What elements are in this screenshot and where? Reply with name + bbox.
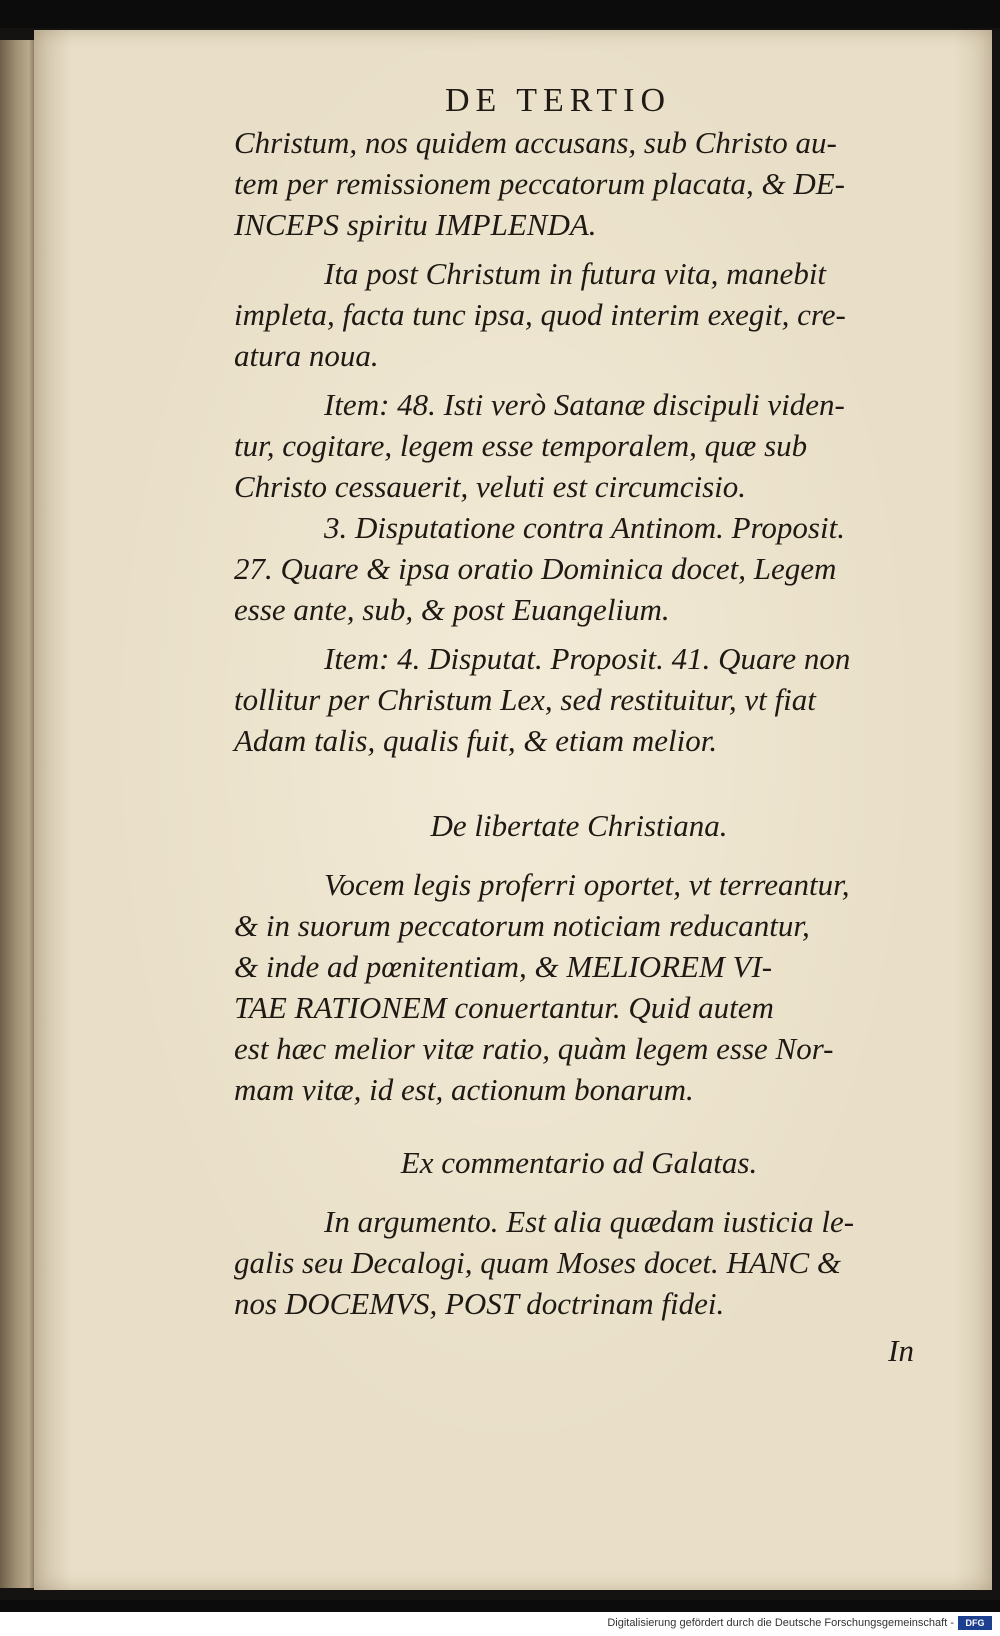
text-line: Christum, nos quidem accusans, sub Christo au- xyxy=(234,125,837,160)
text-line: esse ante, sub, & post Euangelium. xyxy=(234,592,670,627)
running-head: DE TERTIO xyxy=(444,82,672,119)
text-line: tollitur per Christum Lex, sed restituitur, vt fiat xyxy=(234,682,816,717)
text-line: est hæc melior vitæ ratio, quàm legem esse Nor- xyxy=(234,1031,834,1066)
section-heading: De libertate Christiana. xyxy=(430,808,728,843)
text-line: Item: 4. Disputat. Proposit. 41. Quare non xyxy=(324,641,851,676)
page-text xyxy=(234,122,924,1371)
text-line: TAE RATIONEM conuertantur. Quid autem xyxy=(234,990,774,1025)
book-edge xyxy=(0,40,36,1588)
text-line: & inde ad pœnitentiam, & MELIOREM VI- xyxy=(234,949,773,984)
text-line: mam vitæ, id est, actionum bonarum. xyxy=(234,1072,694,1107)
text-line: tem per remissionem peccatorum placata, & DE- xyxy=(234,166,845,201)
text-line: 27. Quare & ipsa oratio Dominica docet, Legem xyxy=(234,551,837,586)
section-heading: Ex commentario ad Galatas. xyxy=(400,1145,758,1180)
dfg-logo-icon: DFG xyxy=(958,1616,992,1630)
text-line: Ita post Christum in futura vita, manebit xyxy=(324,256,827,291)
text-line: nos DOCEMVS, POST doctrinam fidei. xyxy=(234,1286,725,1321)
text-line: Item: 48. Isti verò Satanæ discipuli viden- xyxy=(324,387,845,422)
text-line: Vocem legis proferri oportet, vt terreantur, xyxy=(324,867,850,902)
text-line: tur, cogitare, legem esse temporalem, quæ sub xyxy=(234,428,808,463)
text-line: In argumento. Est alia quædam iusticia le- xyxy=(324,1204,855,1239)
text-line: & in suorum peccatorum noticiam reducantur, xyxy=(234,908,810,943)
catchword: In xyxy=(888,1333,914,1368)
text-line: atura noua. xyxy=(234,338,379,373)
text-line: INCEPS spiritu IMPLENDA. xyxy=(234,207,597,242)
text-line: Adam talis, qualis fuit, & etiam melior. xyxy=(234,723,718,758)
footer-credit: Digitalisierung gefördert durch die Deutsche Forschungsgemeinschaft - xyxy=(607,1617,954,1629)
text-line: 3. Disputatione contra Antinom. Proposit. xyxy=(324,510,845,545)
text-line: galis seu Decalogi, quam Moses docet. HANC & xyxy=(234,1245,842,1280)
text-line: impleta, facta tunc ipsa, quod interim exegit, cre- xyxy=(234,297,846,332)
book-page xyxy=(34,30,992,1590)
text-line: Christo cessauerit, veluti est circumcisio. xyxy=(234,469,746,504)
